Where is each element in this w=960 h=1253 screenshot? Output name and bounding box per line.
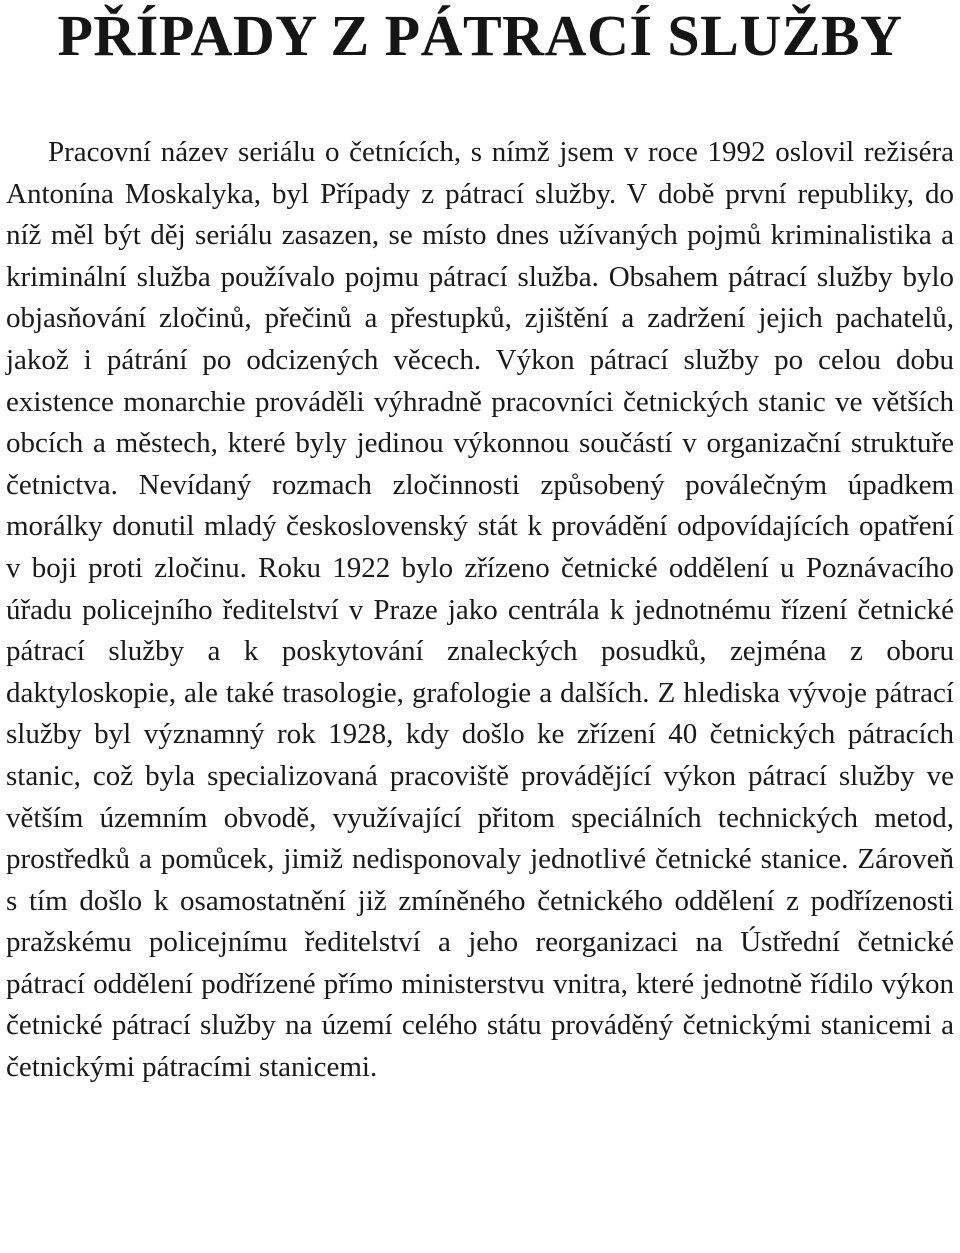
page-title: PŘÍPADY Z PÁTRACÍ SLUŽBY [57, 3, 903, 68]
body-paragraph: Pracovní název seriálu o četnících, s nímž jsem v roce 1992 oslovil režiséra Antonína Moskalyka, byl Případy z pátrací služby. V době první republiky, do níž měl být děj seriálu zasazen, se místo dnes užívaných pojmů kriminalistika a kriminální služba používalo pojmu pátrací služba. Obsahem pátrací služby bylo objasňování zločinů, přečinů a přestupků, zjištění a zadržení jejich pachatelů, jakož i pátrání po odcizených věcech. Výkon pátrací služby po celou dobu existence monarchie prováděli výhradně pracovníci četnických stanic ve větších obcích a městech, které byly jedinou výkonnou součástí v organizační struktuře četnictva. Nevídaný rozmach zločinnosti způsobený poválečným úpadkem morálky donutil mladý československý stát k provádění odpovídajících opatření v boji proti zločinu. Roku 1922 bylo zřízeno četnické oddělení u Poznávacího úřadu policejního ředitelství v Praze jako centrála k jednotnému řízení četnické pátrací služby a k poskytování znaleckých posudků, zejména z oboru daktyloskopie, ale také trasologie, grafologie a dalších. Z hlediska vývoje pátrací služby byl významný rok 1928, kdy došlo ke zřízení 40 četnických pátracích stanic, což byla specializovaná pracoviště provádějící výkon pátrací služby ve větším územním obvodě, využívající přitom speciálních technických metod, prostředků a pomůcek, jimiž nedisponovaly jednotlivé četnické stanice. Zároveň s tím došlo k osamostatnění již zmíněného četnického oddělení z podřízenosti pražskému policejnímu ředitelství a jeho reorganizaci na Ústřední četnické pátrací oddělení podřízené přímo ministerstvu vnitra, které jednotně řídilo výkon četnické pátrací služby na území celého státu prováděný četnickými stanicemi a četnickými pátracími stanicemi. [6, 136, 954, 1084]
